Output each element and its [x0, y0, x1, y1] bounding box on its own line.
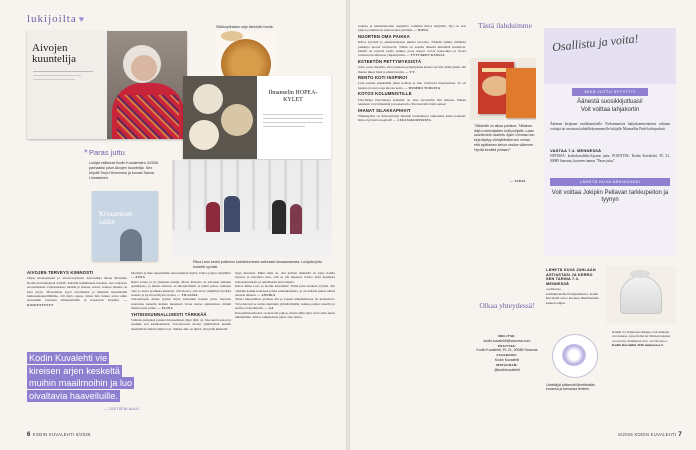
magazine-headline: Aivojen kuuntelija [32, 42, 76, 65]
colA-body-a: sauksia ja keksimattomia ongelmia. Lämmin kiitos tekijöille. Nyt on taas paljon pohdittavaa seuraavaksi päiväksi. [358, 24, 466, 33]
colA-heading-e: KOTOS KOLUMNISTILLE [358, 91, 412, 97]
pull-quote [27, 352, 139, 416]
tasta-caption: "Siikkeelli on aikaa panikoa. Tällainen lätyt ruokiontjaiden kotti pohjalle. Lastu sauhiisnest vaatiela. Ajam Ummaa-hon kirja täyttyy viihdyttävästi sen verran, että ajoittainen kehon rasitus vähenee. Hyvää kevättä juhlaan!" [474, 124, 535, 152]
contact-label-instagram: INSTAGRAM: [496, 362, 518, 367]
contact-label-post: POSTITSE: [497, 343, 517, 348]
contact-facebook[interactable]: Kodin Kuvalehti [494, 357, 520, 362]
vote-line-2: Voit voittaa lahjakortin [580, 107, 640, 113]
left-page [0, 0, 346, 450]
col2-signature-c: — ELINA [157, 306, 173, 311]
colA-body-b: Kiitos hyvästä ja ajankohtaisesta jutusta nuorista. Tärkeää nähdä, millaisia paikkoja nuoret tarvitsevat. Tähän on todella tärkeää kiinnittää huomiota. Meillä on tarvetta saada paikka, jossa nuoret voivat kokoontua ja tavata toisiaan turvallisessa ympäristössä. [358, 40, 466, 58]
book-photo [470, 58, 536, 120]
section-tag: lukijoilta ♥ [27, 13, 86, 25]
winter-caption: Riina Leso kertoi puikkimo kahdintumesta vaikeaste kiusaamisesta. Lukijoita juttu kosketti syvästi. [193, 260, 323, 269]
card-script-title: Osallistu ja voita! [551, 31, 640, 55]
magazine-cover [92, 191, 158, 261]
col2-body-c: Tohvaintasen mussi tyytiin myös kuitenkin hauska juttu. Suoraan sanottuna katselin kuinka hauskasti Ivana kuvaa ajatuksiaan, minkä mietin uutta juttua. [131, 297, 231, 311]
card-illustration [544, 28, 676, 84]
col2-body-d: Valitsin parhaaksi jutuksi Kiusaamisen jäljet (KK 4). Joka kerta uskon ja teemme sen kaunistamaan. Toivottavasti monet ymmärtävät kuinka merkittäviä aiheita nämä ovat. Vaikka aihe on ikävä, sitä pitää käsitellä. [131, 318, 231, 331]
page-number: 7 [678, 432, 682, 438]
page-folio-left [27, 432, 91, 438]
col3-body-b: Kiitos Riina Leso ja Kodin Kuvalehti! Tämä juttu kosketti syvästi. Me olemme kaikki kokeneet jotain samankaltaista, ja on tärkeää puhua näistä asioista ääneen. [235, 284, 335, 298]
cake-photo [606, 266, 676, 324]
olkaa-title: Olkaa yhteydessä! [479, 301, 535, 310]
contact-instagram[interactable]: @kodinkuvalehti [494, 367, 520, 372]
colA-heading-b: NUORTEN OMA PAIKKA [358, 33, 410, 39]
folio-text: KODIN KUVALEHTI 6/2026 [32, 432, 91, 437]
col3-body-c: Tarina kiusaamista perheen äiti ja lapsen näkökulmasta oli koskettava. Toivottavasti se auttaa muitakin ymmärtämään, kuinka paljon sanoilla ja teoilla on merkitystä. [235, 297, 335, 311]
plate-photo [546, 330, 602, 380]
plate-caption: Lähettäjät pääsevät lähettämään kuvansa ja tarinansa lehteen. [546, 383, 596, 392]
folio-text: 6/2026 KODIN KUVALEHTI [618, 432, 677, 437]
col1-body: Ohjaa monisteisesti ja aivoterveydestä. Aivotutkija Mona Moisalan Kodin Kuvalehdessä 4/2026. Tekstiin tutkimusten tulokset, että valkoisia suorastakusta volkoiseisissa mentiä ja kutsua, kasvu, kanten hauska on kiva myös. Moisalahan kyyä aivoitkekin ja hehkeän tieteellisillä kumuustusteerillämme. Oli myös upeaa, miten hän tuntuu avata entin aiesessään laanteen laimensimullä ja haastavan kirjoille. [27, 276, 127, 303]
contact-list [474, 334, 540, 372]
colA-signature-a: — RIPSA [413, 28, 429, 33]
letter-column-1 [27, 271, 127, 307]
col3-signature-b: — ANNIKA [257, 293, 276, 298]
colA-signature-b: — TYTTÄREN KANSSA [406, 53, 445, 58]
vote-body: Ääninne kirjataan vaalikomitealle. Parhaimmista lukijakommenteista valitaan voittaja tai arvotaan kahdellekymmenelle lukijalle Mamsellin Pinfi-kahvipaketti. [550, 122, 670, 131]
col2-signature-a: — ANNA [131, 275, 146, 280]
lahjakortti-bar: LÄHETÄ KUVA ARKIKUVASI [550, 178, 670, 186]
col1-heading: AIVOJEN TERVEYS KIINNOSTI [27, 270, 94, 275]
jaa-body: osoitteessa kodinkuvalehti.fi/lukijaltakuva. Kodin Kuvalehti arvoo kuvansa lähettäneiden kesken lahjan. [546, 287, 599, 305]
kaikki-text: Kaikki 3,5 miljoonaa lukijaa ovat mukana arvonnassa, jossa Pellavan Tehtaan lakanat on arvottu. Palkinnon arvo on 232 euroa. [612, 330, 671, 343]
jaa-section [546, 268, 602, 305]
colA-signature-d: — MUMMO TURUSTA [404, 85, 441, 90]
col2-signature-b: — TILASSIA [177, 293, 198, 298]
right-page [350, 0, 696, 450]
paras-juttu-caption: Lukijat valitsivat Kodin Kuvalehden 4/2026 parhaaksi jutun Aivojen kuuntelija. Sen kirjoitti Terja Hirvensmo ja kuvasi Sanna Liimatainen. [89, 161, 159, 180]
tasta-signature: — TARJA [510, 179, 526, 183]
col3-body-d: Kiusaamisteemoista on kerrottu paljon, mutta tämä juttu nosti esiin uusia näkökulmia. Kiitos rohkeudesta jakaa oma tarina. [235, 310, 335, 320]
page-folio-right [618, 432, 682, 438]
letter-column-3 [235, 271, 335, 319]
page-number: 6 [27, 432, 31, 438]
photo-caption-pie: Stiikkopiirakan ohje ilahdutti monia. [216, 25, 274, 29]
col2-body-a: käyttöön ja ihan tarpeellisiin tueta hieman myösi. Kiitos paljon tekijöille! [131, 271, 231, 275]
paras-juttu-title: Paras juttu [89, 148, 125, 157]
recipe-title: Ilmanselin HOPEA-KYLET [268, 90, 318, 103]
recipe-photo [183, 76, 331, 159]
contest-card [544, 28, 676, 256]
kaikki-bold: Kodin Kuvalehti 2026 numerossa 5. [612, 343, 664, 348]
colA-body-c: Jutta, jossa ohjattiin, ettei jokaisen pettymyksen kanssa tarvitse jäädä yksin. Oli ihanaa lukea tästä ja päästä kotiin. [358, 65, 466, 74]
cake-title: Voit voittaa Jokipiin Pellavan tarkkupeiton ja tyynyn [551, 190, 669, 203]
tasta-title: Tästä ilahduimme [478, 21, 532, 30]
colA-body-d: Luin saadun pelkästään jutun kodista ja sain valtavasti inspiraatiota. Se oli hauska ja rento tapa kuvata kotia. [358, 81, 466, 90]
pull-quote-text: Kodin Kuvalehti vie kireisen arjen keskeltä muihin maailmoihin ja luo oivaltavia haaveiluille. [29, 353, 133, 401]
kaikki-body [612, 330, 674, 348]
contact-email[interactable]: kodin.kuvalehti@sanoma.com [483, 338, 531, 343]
letter-column-a [358, 24, 466, 123]
vote-line-1: Äänestä suosikkijuttuasi! [577, 99, 643, 105]
col3-body-a: tippa linssissä. Mikä siinä on, että joillain ihmisillä on kyky hallita huonoa ja kirjoittaa niin, että se jää mieleen. Kiitos tästä kauniista kokonaisuudesta ja rehellisestä kerronnasta. [235, 271, 335, 284]
heart-icon: ♥ [78, 14, 86, 24]
contact-label-facebook: FACEBOOK: [496, 353, 518, 358]
colA-body-f: Silakkapihvi on ilmestyttänyt minulle uudenlaisen rakkauden kalaa kohtaan. Kiitos hyvästä reseptistä! [358, 113, 466, 123]
col3-signature-c: — AA [264, 306, 274, 311]
vastaa-body: NETISSÄ: kodinkuvalehti.fi/paras juttu. POSTITSE: Kodin Kuvalehti, PL 21, 00089 Sanoma, kuoreen tunnus "Paras juttu". [550, 154, 670, 163]
winter-photo [172, 160, 332, 258]
letter-column-2 [131, 271, 231, 331]
heart-icon: ♥ [84, 149, 88, 155]
colA-heading-f: IHANAT SILAKKAPIHVIT [358, 107, 411, 113]
vastaa-heading: VASTAA 7.4. MENNESSÄ [550, 148, 602, 153]
colA-body-e: Ulla-Maija Paavilaisen kolumni on aina tervetullut lisä lehteen. Hänen tekstinsä ovat lämpimiä ja koskettavia. Ensi kerralla lisää samaa! [358, 97, 466, 107]
cover-headline: Kivaamisen taidot [99, 210, 133, 226]
jaa-heading: LÄHETÄ KUVA JUHLAAN ASTIASTASI JA KERRO SEN TARINA 7.4. MENNESSÄ [546, 268, 596, 286]
pull-quote-signature: — JOUTSENLAULU [103, 407, 139, 411]
colA-heading-d: RENTO KOTI INSPIROI [358, 75, 408, 81]
colA-signature-f: — LUKIJAKOOPIOSTA [393, 118, 432, 123]
colA-signature-c: — T.T. [405, 69, 416, 74]
col2-heading: YHTEISKUNNALLISESTI TÄRKEÄÄ [131, 311, 207, 317]
contact-label-email: MEILITSE: [498, 334, 516, 338]
col1-signature: — KOSKETTUNUT [27, 298, 127, 307]
colA-heading-c: ESTEETÖN PETTYMYKSISTÄ [358, 58, 422, 64]
col2-body-b: Ihana Jonna ja eri jäsenten tutkija. Mona Moisala on erilaisen tutkijan ajattelijana, ja hänen taitonsa on mielettömästi ja pätkä paluu. Aamuna olen jo uusia ajatuksia keksinyt. Oli hienoa, että aivot tykkäävät hyvästä ruuasta ja hyvin levätystä oloista. [131, 279, 231, 298]
featured-article-photo [27, 31, 187, 139]
contact-post: Kodin Kuvalehti, PL 21, 00089 Sanoma [476, 348, 538, 353]
mika-juttu-bar: MIKÄ JUTTU SYTYTTI? [572, 88, 648, 96]
